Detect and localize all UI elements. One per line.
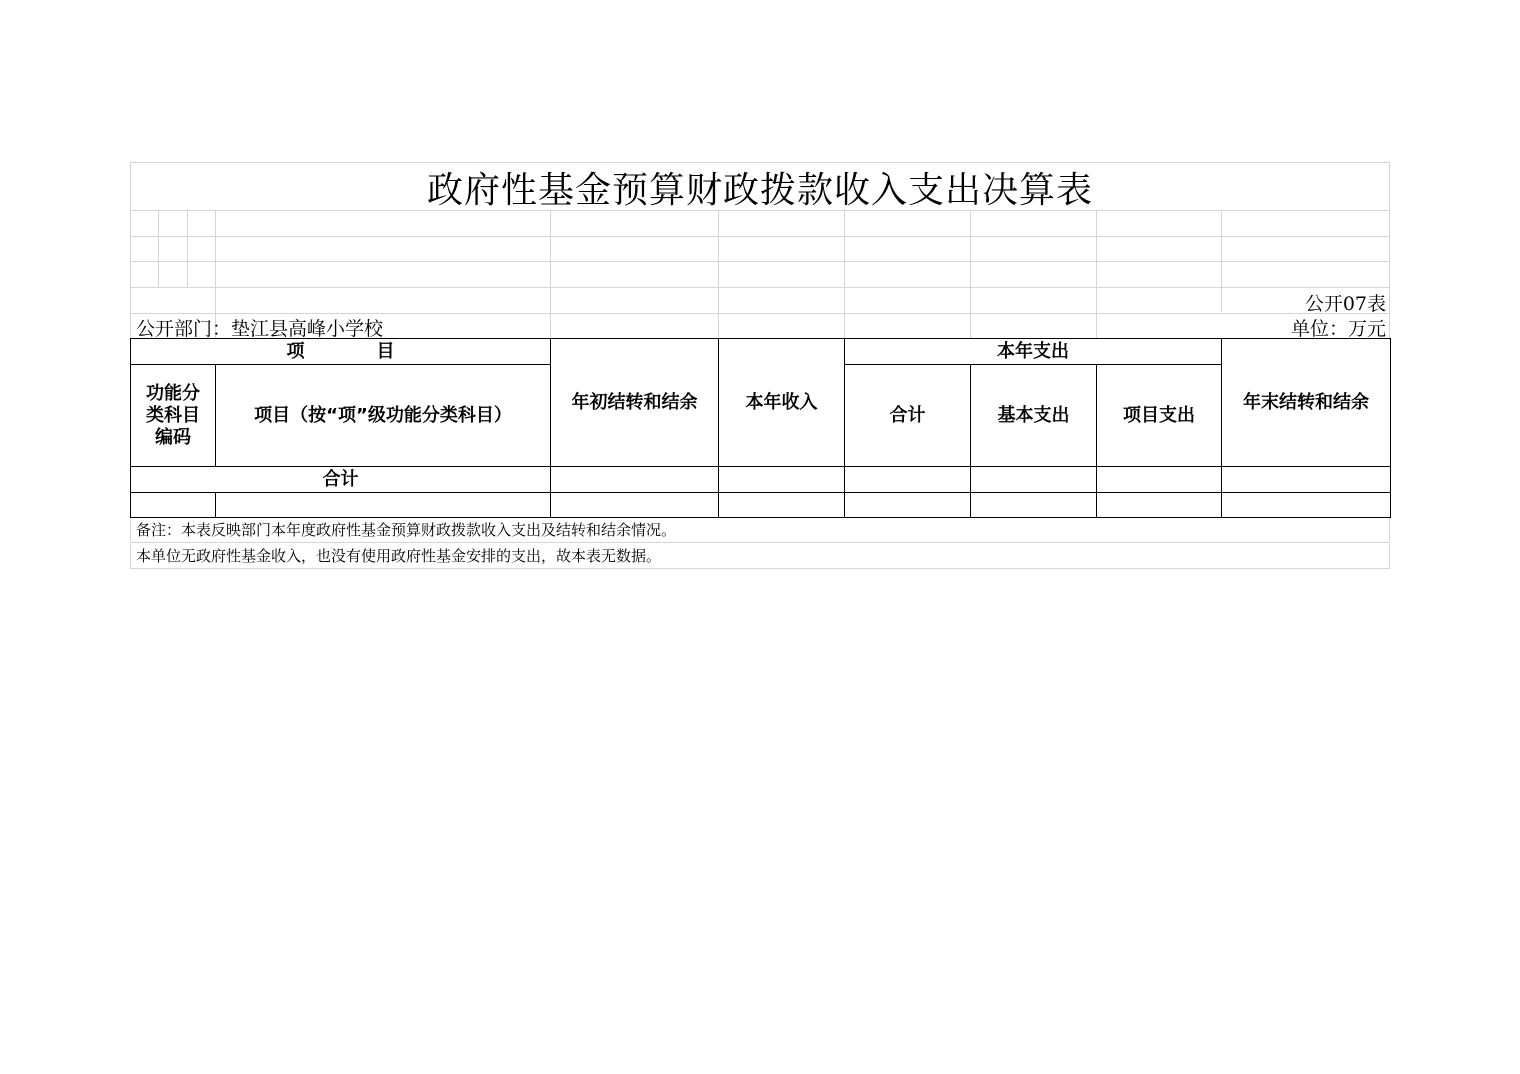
empty-row — [131, 493, 1391, 518]
remark-note-2: 本单位无政府性基金收入，也没有使用政府性基金安排的支出，故本表无数据。 — [130, 544, 1390, 569]
remark-note-1: 备注：本表反映部门本年度政府性基金预算财政拨款收入支出及结转和结余情况。 — [130, 518, 1390, 543]
empty-cell — [845, 493, 971, 518]
form-number: 公开07表 — [1304, 293, 1386, 315]
total-cell — [1222, 467, 1391, 493]
total-cell — [1097, 467, 1222, 493]
empty-cell — [551, 493, 719, 518]
header-func-code: 功能分类科目编码 — [131, 365, 216, 467]
header-row-1 — [131, 339, 1391, 365]
empty-cell — [1097, 493, 1222, 518]
header-begin-balance: 年初结转和结余 — [551, 339, 719, 467]
empty-cell — [216, 493, 551, 518]
header-income: 本年收入 — [719, 339, 845, 467]
unit-label: 单位：万元 — [1290, 318, 1386, 340]
header-expense-total: 合计 — [845, 365, 971, 467]
report-title: 政府性基金预算财政拨款收入支出决算表 — [426, 169, 1093, 211]
header-expense-group: 本年支出 — [845, 339, 1222, 365]
header-expense-project: 项目支出 — [1097, 365, 1222, 467]
total-cell — [551, 467, 719, 493]
budget-table — [130, 338, 1391, 518]
total-row — [131, 467, 1391, 493]
total-cell — [971, 467, 1097, 493]
empty-cell — [971, 493, 1097, 518]
empty-cell — [131, 493, 216, 518]
header-item-detail: 项目（按“项”级功能分类科目） — [216, 365, 551, 467]
header-end-balance: 年末结转和结余 — [1222, 339, 1391, 467]
empty-cell — [719, 493, 845, 518]
header-expense-basic: 基本支出 — [971, 365, 1097, 467]
empty-cell — [1222, 493, 1391, 518]
total-cell — [845, 467, 971, 493]
department-label: 公开部门：垫江县高峰小学校 — [136, 318, 384, 340]
total-cell — [719, 467, 845, 493]
total-label: 合计 — [131, 467, 551, 493]
header-item: 项 目 — [131, 339, 551, 365]
